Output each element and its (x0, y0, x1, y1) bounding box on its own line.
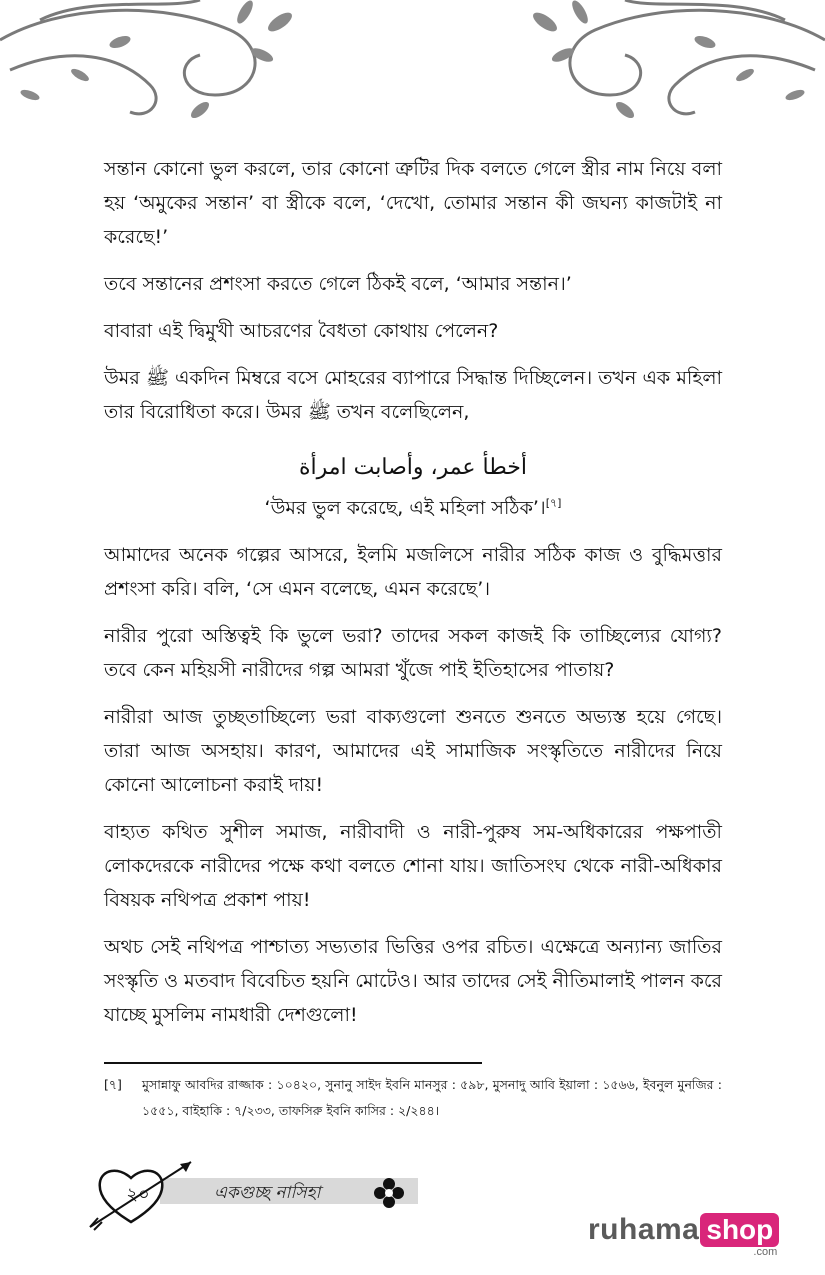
page-number: ২০ (126, 1184, 150, 1205)
logo-shop-badge: shop (700, 1213, 779, 1247)
footnote-text: মুসান্নাফু আবদির রাজ্জাক : ১০৪২০, সুনানু সাইদ ইবনি মানসুর : ৫৯৮, মুসনাদু আবি ইয়ালা : ১৫৬৬, ইবনুল মুনজির : ১৫৫১, বাইহাকি : ৭/২৩৩, তাফসিরু ইবনি কাসির : ২/২৪৪। (142, 1077, 722, 1118)
quote-translation (104, 491, 722, 525)
flower-icon (373, 1177, 405, 1209)
footnote-reference: [৭] (545, 496, 562, 510)
floral-ornament-left-icon (0, 0, 300, 125)
floral-ornament-right-icon (525, 0, 825, 125)
paragraph: অথচ সেই নথিপত্র পাশ্চাত্য সভ্যতার ভিত্তির ওপর রচিত। এক্ষেত্রে অন্যান্য জাতির সংস্কৃতি ও মতবাদ বিবেচিত হয়নি মোটেও। আর তাদের সেই নীতিমালাই পালন করে যাচ্ছে মুসলিম নামধারী দেশগুলো! (104, 936, 723, 1026)
footnote-marker: [৭] (104, 1077, 122, 1092)
paragraph: নারীর পুরো অস্তিত্বই কি ভুলে ভরা? তাদের সকল কাজই কি তাচ্ছিল্যের যোগ্য? তবে কেন মহিয়সী নারীদের গল্প আমরা খুঁজে পাই ইতিহাসের পাতায়? (104, 625, 722, 681)
translation-text: ‘উমর ভুল করেছে, এই মহিলা সঠিক’। (264, 497, 546, 519)
paragraph: তবে সন্তানের প্রশংসা করতে গেলে ঠিকই বলে, ‘আমার সন্তান।’ (104, 273, 572, 295)
paragraph: নারীরা আজ তুচ্ছতাচ্ছিল্যে ভরা বাক্যগুলো শুনতে শুনতে অভ্যস্ত হয়ে গেছে। তারা আজ অসহায়। কারণ, আমাদের এই সামাজিক সংস্কৃতিতে নারীদের নিয়ে কোনো আলোচনা করাই দায়! (104, 706, 722, 796)
logo-dotcom: .com (753, 1246, 778, 1258)
paragraph: বাহ্যত কথিত সুশীল সমাজ, নারীবাদী ও নারী-পুরুষ সম-অধিকারের পক্ষপাতী লোকদেরকে নারীদের পক্ষে কথা বলতে শোনা যায়। জাতিসংঘ থেকে নারী-অধিকার বিষয়ক নথিপত্র প্রকাশ পায়! (104, 821, 722, 911)
ruhamashop-logo (588, 1213, 779, 1258)
paragraph: উমর ﷺ একদিন মিম্বরে বসে মোহরের ব্যাপারে সিদ্ধান্ত দিচ্ছিলেন। তখন এক মহিলা তার বিরোধিতা করে। উমর ﷺ তখন বলেছিলেন, (104, 367, 723, 423)
footnote (104, 1072, 722, 1124)
page-body (104, 152, 722, 1045)
arabic-quote: أخطأ عمر، وأصابت امرأة (298, 455, 528, 480)
footnote-divider (104, 1062, 482, 1064)
paragraph: সন্তান কোনো ভুল করলে, তার কোনো ত্রুটির দিক বলতে গেলে স্ত্রীর নাম নিয়ে বলা হয় ‘অমুকের সন্তান’ বা স্ত্রীকে বলে, ‘দেখো, তোমার সন্তান কী জঘন্য কাজটাই না করেছে!’ (104, 158, 722, 248)
paragraph: বাবারা এই দ্বিমুখী আচরণের বৈধতা কোথায় পেলেন? (104, 320, 499, 342)
book-series-title: একগুচ্ছ নাসিহা (214, 1183, 321, 1203)
paragraph: আমাদের অনেক গল্পের আসরে, ইলমি মজলিসে নারীর সঠিক কাজ ও বুদ্ধিমত্তার প্রশংসা করি। বলি, ‘সে এমন বলেছে, এমন করেছে’। (104, 544, 722, 600)
logo-ruhama-text: ruhama (588, 1213, 700, 1246)
